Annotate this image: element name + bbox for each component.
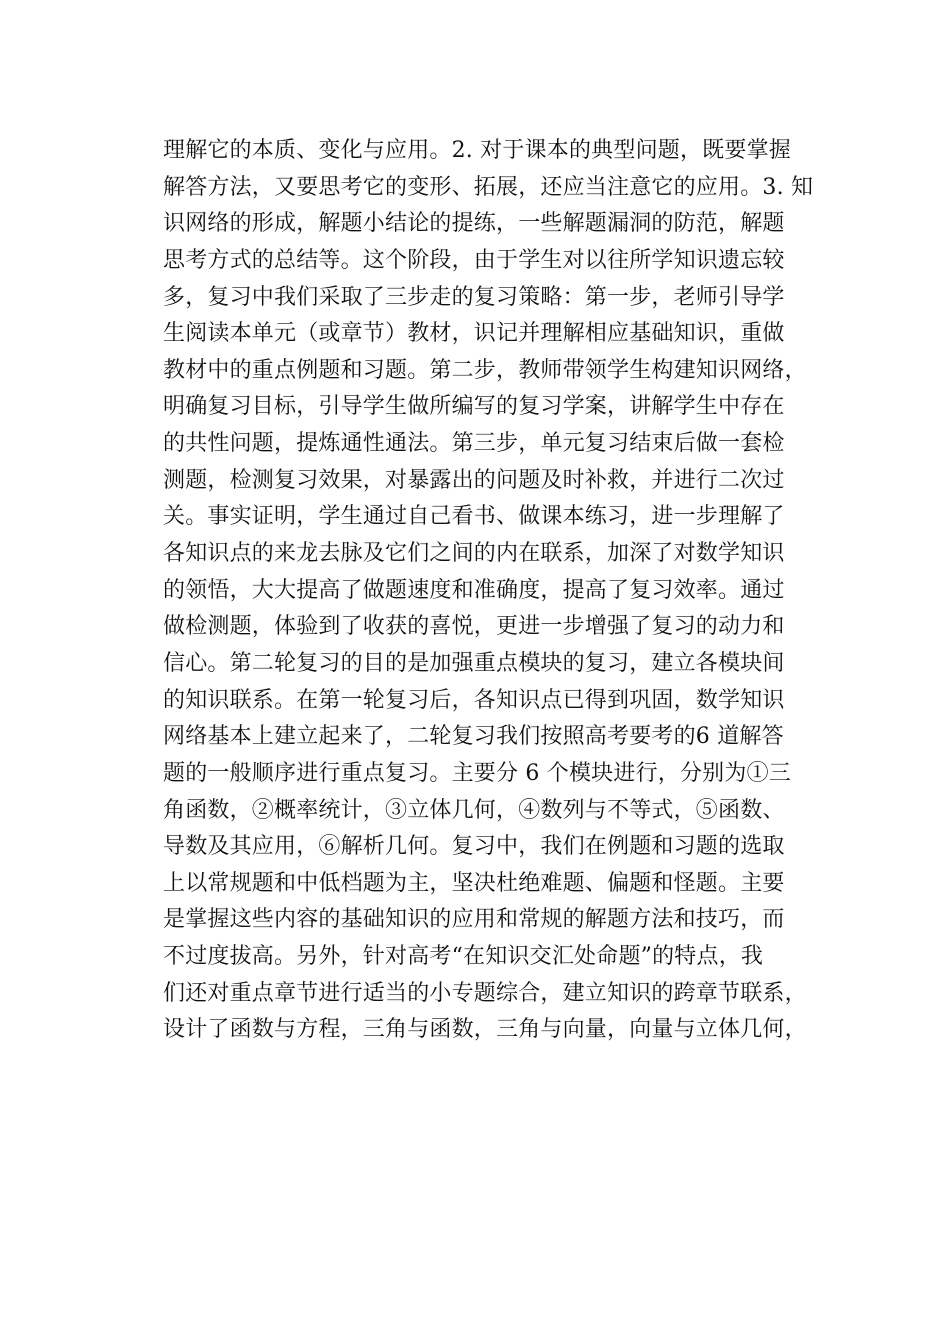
text-line: 的共性问题，提炼通性通法。第三步，单元复习结束后做一套检 xyxy=(163,431,785,457)
text-line: 思考方式的总结等。这个阶段，由于学生对以往所学知识遗忘较 xyxy=(163,247,785,273)
text-line: 信心。第二轮复习的目的是加强重点模块的复习，建立各模块间 xyxy=(163,650,785,676)
text-line: 的知识联系。在第一轮复习后，各知识点已得到巩固，数学知识 xyxy=(163,687,785,713)
text-line: 关。事实证明，学生通过自己看书、做课本练习，进一步理解了 xyxy=(163,504,785,530)
text-line: 角函数，②概率统计，③立体几何，④数列与不等式，⑤函数、 xyxy=(163,797,785,823)
text-line: 的领悟，大大提高了做题速度和准确度，提高了复习效率。通过 xyxy=(163,577,785,603)
text-line: 题的一般顺序进行重点复习。主要分 6 个模块进行，分别为①三 xyxy=(163,760,791,786)
body-text xyxy=(163,133,814,1049)
text-line: 教材中的重点例题和习题。第二步，教师带领学生构建知识网络， xyxy=(163,357,807,383)
text-line: 导数及其应用，⑥解析几何。复习中，我们在例题和习题的选取 xyxy=(163,834,785,860)
text-line: 是掌握这些内容的基础知识的应用和常规的解题方法和技巧，而 xyxy=(163,907,785,933)
text-line: 上以常规题和中低档题为主，坚决杜绝难题、偏题和怪题。主要 xyxy=(163,870,785,896)
text-line: 不过度拔高。另外，针对高考“在知识交汇处命题”的特点，我 xyxy=(163,944,764,970)
text-line: 设计了函数与方程，三角与函数，三角与向量，向量与立体几何， xyxy=(163,1017,807,1043)
text-line: 生阅读本单元（或章节）教材，识记并理解相应基础知识，重做 xyxy=(163,321,785,347)
text-line: 做检测题，体验到了收获的喜悦，更进一步增强了复习的动力和 xyxy=(163,614,785,640)
text-line: 们还对重点章节进行适当的小专题综合，建立知识的跨章节联系， xyxy=(163,980,807,1006)
text-line: 各知识点的来龙去脉及它们之间的内在联系，加深了对数学知识 xyxy=(163,541,785,567)
text-line: 解答方法，又要思考它的变形、拓展，还应当注意它的应用。3. 知 xyxy=(163,174,814,200)
text-line: 网络基本上建立起来了，二轮复习我们按照高考要考的6 道解答 xyxy=(163,724,784,750)
text-line: 测题，检测复习效果，对暴露出的问题及时补救，并进行二次过 xyxy=(163,467,785,493)
text-line: 识网络的形成，解题小结论的提练，一些解题漏洞的防范，解题 xyxy=(163,211,785,237)
text-line: 明确复习目标，引导学生做所编写的复习学案，讲解学生中存在 xyxy=(163,394,785,420)
text-line: 多，复习中我们采取了三步走的复习策略：第一步，老师引导学 xyxy=(163,284,785,310)
text-line: 理解它的本质、变化与应用。2. 对于课本的典型问题，既要掌握 xyxy=(163,138,791,163)
